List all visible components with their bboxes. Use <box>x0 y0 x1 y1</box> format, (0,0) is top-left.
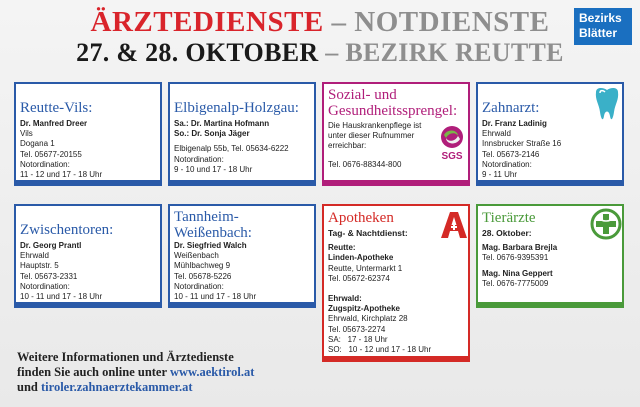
ehrwald-label: Ehrwald: <box>328 294 362 304</box>
hours: 10 - 11 und 17 - 18 Uhr <box>174 292 257 302</box>
phone: Tel. 05673-2331 <box>20 271 78 281</box>
location: Weißenbach <box>174 251 219 261</box>
address: Dogana 1 <box>20 139 55 149</box>
ehrwald-address: Ehrwald, Kirchplatz 28 <box>328 314 408 324</box>
pharmacy-a-icon <box>440 210 468 240</box>
ehrwald-phone: Tel. 05673-2274 <box>328 324 386 334</box>
hours-label: Notordination: <box>482 159 532 169</box>
ehrwald-saturday-hours: SA: 17 - 18 Uhr <box>328 334 388 344</box>
doctor-name: Dr. Manfred Dreer <box>20 119 88 128</box>
card-title: Elbigenalp-Holzgau: <box>174 100 299 116</box>
footer-line3 <box>17 380 254 395</box>
headline-date-text: 27. & 28. OKTOBER <box>76 38 319 67</box>
logo-line2: Blätter <box>579 26 618 40</box>
hours: 10 - 11 und 17 - 18 Uhr <box>20 292 103 302</box>
card-title-line1: Sozial- und <box>328 87 397 103</box>
footer-line2 <box>17 365 254 380</box>
hours-label: Notordination: <box>174 154 224 164</box>
hours-label: Notordination: <box>174 281 224 291</box>
card-tannheim-weissenbach <box>168 204 316 308</box>
footer-line3-text: und <box>17 380 38 394</box>
headline-date <box>0 38 640 68</box>
card-title: Zahnarzt: <box>482 100 540 116</box>
card-body <box>482 228 557 289</box>
card-body <box>20 119 102 180</box>
address-phone: Elbigenalp 55b, Tel. 05634-6222 <box>174 144 289 154</box>
reutte-label: Reutte: <box>328 243 356 253</box>
card-tieraerzte <box>476 204 624 308</box>
address: Innsbrucker Straße 16 <box>482 139 562 149</box>
phone: Tel. 05673-2146 <box>482 149 540 159</box>
headline-title <box>0 6 640 39</box>
card-elbigenalp-holzgau <box>168 82 316 186</box>
apotheken-subtitle: Tag- & Nachtdienst: <box>328 228 408 238</box>
hours-label: Notordination: <box>20 281 70 291</box>
reutte-phone: Tel. 05672-62374 <box>328 273 390 283</box>
phone: Tel. 05678-5226 <box>174 271 232 281</box>
location: Ehrwald <box>482 129 511 139</box>
card-title: Apotheken <box>328 210 394 226</box>
sgs-logo-text: SGS <box>441 151 463 162</box>
location: Ehrwald <box>20 251 49 261</box>
hours: 11 - 12 und 17 - 18 Uhr <box>20 170 103 180</box>
info-line2: unter dieser Rufnummer <box>328 131 415 141</box>
doctor-sunday: So.: Dr. Sonja Jäger <box>174 129 250 139</box>
logo-line1: Bezirks <box>579 11 622 25</box>
card-title: Reutte-Vils: <box>20 100 93 116</box>
phone: Tel. 05677-20155 <box>20 149 82 159</box>
ehrwald-pharmacy-name: Zugspitz-Apotheke <box>328 304 400 314</box>
card-title: Zwischentoren: <box>20 222 114 238</box>
vet1-phone: Tel. 0676-9395391 <box>482 253 549 263</box>
zahnaerztekammer-link[interactable]: tiroler.zahnaerztekammer.at <box>40 380 193 394</box>
sgs-logo-icon <box>436 124 468 162</box>
card-title-line2: Gesundheitssprengel: <box>328 103 458 119</box>
card-body <box>20 241 102 302</box>
vet2-name: Mag. Nina Geppert <box>482 268 553 278</box>
card-body <box>328 228 431 355</box>
card-body <box>174 241 256 302</box>
vet2-phone: Tel. 0676-7775009 <box>482 278 549 288</box>
card-body <box>328 121 421 170</box>
phone: Tel. 0676-88344-800 <box>328 159 402 169</box>
reutte-pharmacy-name: Linden-Apotheke <box>328 253 394 263</box>
location: Vils <box>20 129 33 139</box>
info-line1: Die Hauskrankenpflege ist <box>328 121 422 130</box>
aektirol-link[interactable]: www.aektirol.at <box>169 365 255 379</box>
card-zahnarzt <box>476 82 624 186</box>
bezirksblaetter-logo <box>574 8 632 45</box>
footer-info <box>17 350 254 395</box>
card-title: Tierärzte <box>482 210 536 226</box>
card-body <box>174 119 289 175</box>
card-zwischentoren <box>14 204 162 308</box>
doctor-name: Dr. Franz Ladinig <box>482 119 547 128</box>
doctor-saturday: Sa.: Dr. Martina Hofmann <box>174 119 270 128</box>
vet-date: 28. Oktober: <box>482 228 532 238</box>
card-reutte-vils <box>14 82 162 186</box>
hours-label: Notordination: <box>20 159 70 169</box>
doctor-name: Dr. Georg Prantl <box>20 241 82 250</box>
tooth-icon <box>592 86 622 124</box>
headline-region-text: – BEZIRK REUTTE <box>325 38 564 67</box>
headline-notdienste: – NOTDIENSTE <box>331 6 550 38</box>
card-sozialsprengel <box>322 82 470 186</box>
footer-line1: Weitere Informationen und Ärztedienste <box>17 350 234 364</box>
headline-aerztedienste: ÄRZTEDIENSTE <box>90 6 324 38</box>
doctor-name: Dr. Siegfried Walch <box>174 241 247 250</box>
hours: 9 - 10 und 17 - 18 Uhr <box>174 164 253 174</box>
info-line3: erreichbar: <box>328 141 367 151</box>
vet1-name: Mag. Barbara Brejla <box>482 243 558 253</box>
card-body <box>482 119 561 180</box>
address: Mühlbachweg 9 <box>174 261 231 271</box>
reutte-address: Reutte, Untermarkt 1 <box>328 263 403 273</box>
footer-line2-text: finden Sie auch online unter <box>17 365 167 379</box>
card-title-line2: Weißenbach: <box>174 225 252 241</box>
address: Hauptstr. 5 <box>20 261 59 271</box>
card-title-line1: Tannheim- <box>174 209 239 225</box>
card-apotheken <box>322 204 470 362</box>
ehrwald-sunday-hours: SO: 10 - 12 und 17 - 18 Uhr <box>328 345 432 355</box>
hours: 9 - 11 Uhr <box>482 170 517 180</box>
veterinary-icon <box>590 208 622 240</box>
